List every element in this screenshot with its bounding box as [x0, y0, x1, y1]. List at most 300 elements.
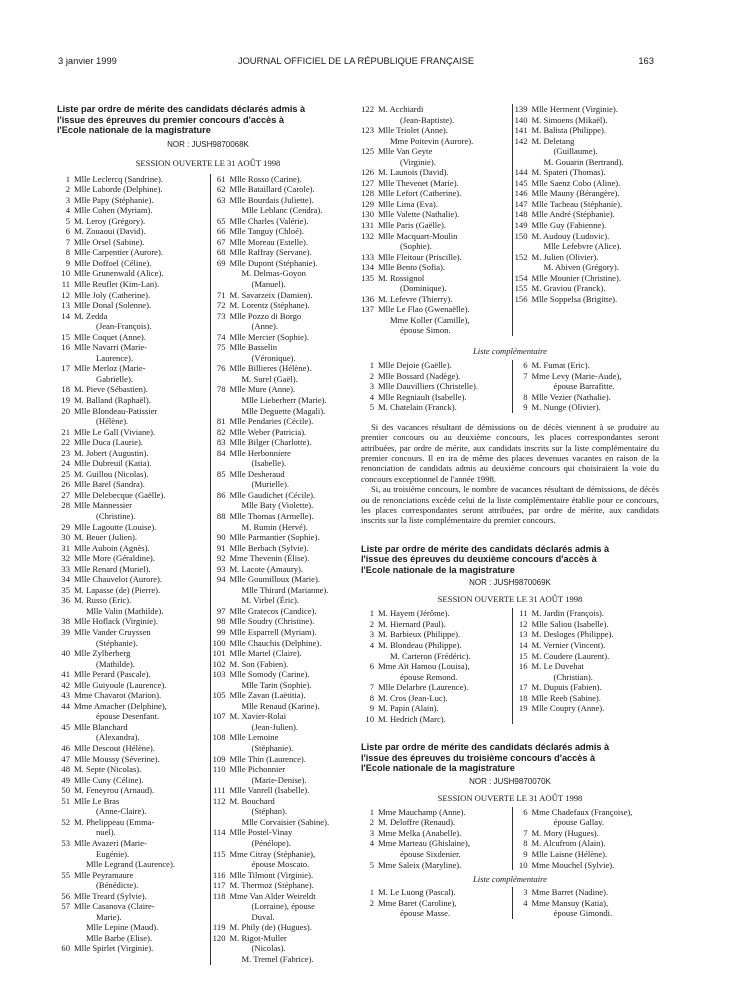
candidate-name: Mlle Soppelsa (Brigitte). — [531, 293, 618, 304]
rank-number: 45 — [61, 721, 70, 732]
rank-number: 56 — [61, 890, 70, 901]
rank-number — [213, 680, 230, 691]
rank-number: 36 — [61, 595, 70, 606]
rank-number: 63 — [216, 194, 226, 205]
rank-number: 6 — [523, 360, 528, 371]
list-entry — [57, 574, 204, 585]
list-entry — [213, 595, 360, 606]
candidate-name: M. Cros (Jean-Luc). — [378, 692, 448, 703]
candidate-name: M. Surel (Gaël). — [241, 373, 298, 384]
rank-number: 150 — [514, 230, 528, 241]
list-entry — [213, 416, 360, 427]
candidate-name: épouse Gallay. — [553, 817, 605, 828]
candidate-name: Mlle Renard (Muriel). — [74, 563, 151, 574]
sec1-col-c — [361, 104, 513, 336]
rank-number: 141 — [514, 125, 528, 136]
list-entry — [213, 701, 360, 712]
list-entry — [57, 490, 204, 501]
candidate-name: M. Abiven (Grégory). — [543, 262, 619, 273]
list-entry — [361, 360, 506, 371]
candidate-name: Mlle Vezier (Nathalie). — [531, 391, 611, 402]
candidate-name: (Stéphanie). — [251, 743, 294, 754]
rank-number: 7 — [523, 370, 528, 381]
rank-number: 132 — [361, 230, 374, 241]
rank-number: 74 — [216, 331, 226, 342]
list-entry — [515, 651, 660, 662]
section1-list-b — [361, 104, 659, 336]
list-entry — [57, 353, 204, 364]
rank-number — [361, 241, 378, 252]
sec3-comp-col-a — [361, 887, 513, 919]
rank-number — [361, 672, 378, 683]
candidate-name: M. Deletang — [531, 135, 575, 146]
candidate-name: Mlle Zylberberg — [74, 648, 131, 659]
candidate-name: M. Hiernard (Paul). — [378, 618, 446, 629]
rank-number: 21 — [61, 426, 70, 437]
list-entry — [57, 374, 204, 385]
rank-number: 85 — [216, 468, 226, 479]
candidate-name: Mlle Coquet (Anne). — [74, 331, 146, 342]
list-entry — [57, 205, 204, 216]
list-entry — [57, 922, 204, 933]
rank-number: 60 — [61, 943, 70, 954]
list-entry — [57, 764, 204, 775]
rank-number: 1 — [65, 173, 70, 184]
rank-number — [57, 912, 74, 923]
candidate-name: Mlle Duca (Laurie). — [74, 437, 143, 448]
list-entry — [361, 315, 506, 326]
list-entry — [361, 104, 506, 115]
rank-number — [213, 743, 230, 754]
rank-number: 131 — [361, 220, 374, 231]
list-entry — [213, 743, 360, 754]
list-entry — [213, 490, 360, 501]
candidate-name: Mlle Valette (Nathalie). — [378, 209, 460, 220]
candidate-name: Mlle Reeb (Sabine). — [531, 692, 601, 703]
list-entry — [57, 806, 204, 817]
rank-number — [57, 859, 74, 870]
candidate-name: épouse Remond. — [400, 671, 458, 682]
rank-number: 10 — [61, 268, 70, 279]
list-entry — [515, 199, 660, 210]
rank-number: 11 — [519, 608, 528, 619]
list-entry — [213, 458, 360, 469]
candidate-name: (Jean-Julien). — [251, 721, 299, 732]
candidate-name: Mlle Charles (Valérie). — [229, 215, 309, 226]
list-entry — [57, 648, 204, 659]
rank-number: 39 — [61, 627, 70, 638]
rank-number: 125 — [361, 146, 374, 157]
rank-number: 19 — [61, 394, 70, 405]
candidate-name: Mme Barret (Nadine). — [531, 887, 609, 898]
rank-number: 8 — [523, 838, 528, 849]
candidate-name: M. Son (Fabien). — [229, 658, 289, 669]
candidate-name: (Hélène). — [96, 416, 129, 427]
list-entry — [515, 146, 660, 157]
list-entry — [515, 273, 660, 284]
rank-number — [57, 849, 74, 860]
rank-number: 128 — [361, 188, 374, 199]
list-entry — [515, 849, 660, 860]
rank-number: 24 — [61, 458, 70, 469]
list-entry — [213, 796, 360, 807]
rank-number: 9 — [523, 849, 528, 860]
list-entry — [213, 500, 360, 511]
list-entry — [213, 279, 360, 290]
candidate-name: Mlle Postel-Vinay — [229, 827, 293, 838]
candidate-name: Mlle Baty (Violette). — [241, 500, 314, 511]
list-entry — [361, 231, 506, 242]
list-entry — [213, 933, 360, 944]
candidate-name: M. Xavier-Rolai — [229, 711, 287, 722]
list-entry — [213, 532, 360, 543]
rank-number: 16 — [61, 342, 70, 353]
candidate-name: M. Jobert (Augustin). — [74, 447, 149, 458]
candidate-name: Mlle Mannessier — [74, 500, 132, 511]
list-entry — [213, 585, 360, 596]
candidate-name: M. Dupuis (Fabien). — [531, 682, 602, 693]
candidate-name: M. Delmas-Goyon — [241, 268, 306, 279]
list-entry — [57, 532, 204, 543]
rank-number — [361, 849, 378, 860]
candidate-name: M. Fumat (Eric). — [531, 360, 590, 371]
list-entry — [361, 371, 506, 382]
candidate-name: Mlle Paris (Gaëlle). — [378, 220, 447, 231]
rank-number — [361, 283, 378, 294]
rank-number: 122 — [361, 104, 374, 114]
list-entry — [213, 511, 360, 522]
candidate-name: Mlle Bataillard (Carole). — [229, 184, 315, 195]
rank-number: 34 — [61, 574, 70, 585]
rank-number: 3 — [65, 194, 70, 205]
candidate-name: Mlle Fleitour (Priscille). — [378, 251, 462, 262]
list-entry — [515, 283, 660, 294]
candidate-name: M. Bouchard — [229, 795, 275, 806]
rank-number: 81 — [216, 416, 226, 427]
list-entry — [57, 711, 204, 722]
candidate-name: Mlle Gaudichet (Cécile). — [229, 489, 316, 500]
rank-number — [515, 157, 532, 168]
list-entry — [57, 553, 204, 564]
rank-number — [57, 933, 74, 944]
candidate-name: épouse Masse. — [400, 908, 451, 919]
rank-number — [515, 672, 532, 683]
list-entry — [213, 374, 360, 385]
rank-number: 103 — [212, 669, 226, 680]
candidate-name: M. Hayem (Jérôme). — [378, 608, 450, 619]
list-entry — [57, 500, 204, 511]
candidate-name: M. Lacote (Amaury). — [229, 563, 303, 574]
list-entry — [515, 817, 660, 828]
list-entry — [57, 817, 204, 828]
candidate-name: Mlle Papy (Stéphanie). — [74, 194, 154, 205]
candidate-name: Mme Baret (Caroline), — [378, 897, 457, 908]
candidate-name: Mlle Mauny (Bérangère). — [531, 188, 620, 199]
rank-number — [57, 806, 74, 817]
list-entry — [361, 828, 506, 839]
list-entry — [213, 363, 360, 374]
rank-number — [213, 353, 230, 364]
list-entry — [213, 342, 360, 353]
list-entry — [361, 199, 506, 210]
list-entry — [57, 690, 204, 701]
list-entry — [57, 849, 204, 860]
list-entry — [213, 300, 360, 311]
candidate-name: Mlle Saliou (Isabelle). — [531, 618, 609, 629]
right-column — [361, 104, 659, 919]
rank-number: 100 — [212, 637, 226, 648]
candidate-name: M. Zedda — [74, 310, 108, 321]
candidate-name: épouse Sixdenier. — [400, 849, 461, 860]
list-entry — [213, 479, 360, 490]
rank-number — [361, 315, 378, 326]
list-entry — [213, 195, 360, 206]
candidate-name: M. Gouarin (Bertrand). — [543, 156, 624, 167]
rank-number — [515, 146, 532, 157]
list-entry — [213, 616, 360, 627]
list-entry — [57, 406, 204, 417]
candidate-name: Mlle Leclercq (Sandrine). — [74, 173, 164, 184]
rank-number: 109 — [212, 753, 226, 764]
list-entry — [361, 273, 506, 284]
candidate-name: Mlle Blondeau-Patissier — [74, 405, 158, 416]
rank-number: 142 — [514, 135, 528, 146]
list-entry — [213, 711, 360, 722]
rank-number — [213, 775, 230, 786]
rank-number: 10 — [365, 713, 374, 724]
section2-nor: NOR : JUSH9870069K — [469, 578, 551, 588]
candidate-name: M. Jardin (François). — [531, 608, 605, 619]
list-entry — [57, 437, 204, 448]
candidate-name: Mlle Valin (Mathilde). — [86, 605, 164, 616]
rank-number: 44 — [61, 700, 70, 711]
list-entry — [213, 659, 360, 670]
list-entry — [213, 226, 360, 237]
candidate-name: Eugénie). — [96, 848, 130, 859]
list-entry — [57, 669, 204, 680]
list-entry — [213, 785, 360, 796]
candidate-name: M. Coudere (Laurent). — [531, 650, 610, 661]
list-entry — [57, 469, 204, 480]
candidate-name: Mlle Soudry (Christine). — [229, 616, 315, 627]
rank-number: 4 — [369, 391, 374, 402]
rank-number — [57, 922, 74, 933]
list-entry — [213, 353, 360, 364]
candidate-name: Mlle Regniault (Isabelle). — [378, 391, 467, 402]
list-entry — [515, 672, 660, 683]
rank-number: 68 — [216, 247, 226, 258]
rank-number: 43 — [61, 690, 70, 701]
candidate-name: Mlle Mure (Anne). — [229, 384, 296, 395]
rank-number — [361, 651, 378, 662]
candidate-name: Mlle Blanchard — [74, 721, 128, 732]
candidate-name: M. Russo (Eric). — [74, 595, 132, 606]
candidate-name: Mlle Moreau (Estelle). — [229, 236, 309, 247]
rank-number: 3 — [369, 381, 374, 392]
candidate-name: Gabrielle). — [96, 373, 133, 384]
candidate-name: (Manuel). — [251, 278, 286, 289]
rank-number: 98 — [216, 616, 226, 627]
list-entry — [57, 268, 204, 279]
list-entry — [515, 402, 660, 413]
rank-number — [213, 943, 230, 954]
list-entry — [57, 785, 204, 796]
section1-comp-title: Liste complémentaire — [473, 346, 547, 357]
rank-number: 6 — [65, 226, 70, 237]
rank-number: 65 — [216, 215, 226, 226]
rank-number: 22 — [61, 437, 70, 448]
candidate-name: Mme Citray (Stéphanie), — [229, 848, 316, 859]
rank-number: 111 — [213, 785, 226, 796]
candidate-name: Mlle Tacheau (Stéphanie). — [531, 198, 623, 209]
list-entry — [361, 849, 506, 860]
candidate-name: M. Simoens (Mikaël). — [531, 114, 608, 125]
candidate-name: M. Spateri (Thomas). — [531, 167, 606, 178]
list-entry — [57, 701, 204, 712]
rank-number: 136 — [361, 293, 374, 304]
candidate-name: (Dominique). — [400, 283, 447, 294]
candidate-name: (Nicolas). — [251, 943, 286, 954]
list-entry — [361, 392, 506, 403]
list-entry — [515, 629, 660, 640]
rank-number — [213, 817, 230, 828]
candidate-name: Mlle Lieberherr (Marie). — [241, 394, 327, 405]
rank-number: 90 — [216, 532, 226, 543]
candidate-name: Mlle Le Gall (Viviane). — [74, 426, 156, 437]
list-entry — [213, 332, 360, 343]
rank-number — [57, 353, 74, 364]
candidate-name: M. Lorentz (Stéphane). — [229, 300, 310, 311]
rank-number: 51 — [61, 795, 70, 806]
rank-number: 5 — [369, 859, 374, 870]
list-entry — [361, 157, 506, 168]
candidate-name: épouse Desenfant. — [96, 711, 159, 722]
list-entry — [361, 325, 506, 336]
candidate-name: Mlle Reuflet (Kim-Lan). — [74, 278, 160, 289]
rank-number: 75 — [216, 342, 226, 353]
section1-comp-list — [361, 360, 659, 413]
list-entry — [515, 392, 660, 403]
rank-number: 135 — [361, 272, 374, 283]
list-entry — [213, 838, 360, 849]
list-entry — [213, 775, 360, 786]
list-entry — [213, 553, 360, 564]
candidate-name: (Jean-Baptiste). — [400, 114, 455, 125]
list-entry — [361, 817, 506, 828]
list-entry — [515, 178, 660, 189]
section2-title: Liste par ordre de mérite des candidats déclarés admis à l'issue des épreuves du deuxième concours d'accès à l'Ecole nationale de la magistrature — [361, 543, 610, 575]
list-entry — [57, 258, 204, 269]
list-entry — [515, 619, 660, 630]
list-entry — [361, 188, 506, 199]
list-entry — [515, 262, 660, 273]
rank-number — [57, 511, 74, 522]
list-entry — [361, 693, 506, 704]
list-entry — [57, 732, 204, 743]
list-entry — [361, 714, 506, 725]
rank-number: 49 — [61, 774, 70, 785]
list-entry — [57, 216, 204, 227]
candidate-name: (Isabelle). — [251, 458, 287, 469]
list-entry — [515, 157, 660, 168]
candidate-name: (Stéphan). — [251, 806, 288, 817]
left-column — [57, 104, 359, 965]
candidate-name: Mlle Mercier (Sophie). — [229, 331, 309, 342]
list-entry — [213, 827, 360, 838]
candidate-name: (Christine). — [96, 511, 136, 521]
rank-number — [213, 500, 230, 511]
rank-number: 23 — [61, 447, 70, 458]
list-entry — [361, 860, 506, 871]
candidate-name: Mlle Gratecos (Candice). — [229, 605, 317, 616]
rank-number: 133 — [361, 251, 374, 262]
rank-number: 16 — [518, 661, 528, 672]
list-entry — [361, 703, 506, 714]
rank-number: 14 — [61, 310, 70, 321]
list-entry — [213, 522, 360, 533]
candidate-name: Mlle Herbonniere — [229, 447, 291, 458]
header-date: 3 janvier 1999 — [58, 55, 117, 66]
section3-list — [361, 807, 659, 870]
rank-number: 134 — [361, 262, 374, 273]
candidate-name: Laurence). — [96, 352, 133, 363]
candidate-name: Mlle Lima (Eva). — [378, 198, 438, 209]
list-entry — [213, 437, 360, 448]
candidate-name: M. Papin (Alain). — [378, 703, 439, 714]
rank-number — [57, 827, 74, 838]
sec1-comp-col-b — [513, 360, 660, 413]
list-entry — [57, 754, 204, 765]
rank-number: 15 — [518, 650, 528, 661]
candidate-name: M. Chatelain (Franck). — [378, 402, 457, 413]
rank-number — [57, 880, 74, 891]
rank-number — [213, 806, 230, 817]
rank-number — [213, 859, 230, 870]
candidate-name: M. Lefevre (Thierry). — [378, 293, 453, 304]
candidate-name: épouse Moscato. — [251, 859, 310, 870]
rank-number — [361, 325, 378, 336]
rank-number: 147 — [514, 198, 528, 209]
rank-number: 13 — [518, 629, 528, 640]
rank-number — [213, 522, 230, 533]
rank-number: 32 — [61, 553, 70, 564]
rank-number: 72 — [216, 300, 226, 311]
list-entry — [57, 543, 204, 554]
list-entry — [57, 195, 204, 206]
candidate-name: M. Launois (David). — [378, 167, 449, 178]
list-entry — [57, 827, 204, 838]
candidate-name: Mme Saleix (Maryline). — [378, 859, 462, 870]
list-entry — [57, 680, 204, 691]
candidate-name: Mlle Lefort (Catherine). — [378, 188, 462, 199]
rank-number: 5 — [369, 402, 374, 413]
candidate-name: Mlle Vanrell (Isabelle). — [229, 785, 310, 796]
sec3-col-b — [513, 807, 660, 870]
list-entry — [361, 381, 506, 392]
list-entry — [57, 943, 204, 954]
rank-number: 120 — [212, 932, 226, 943]
list-entry — [361, 115, 506, 126]
list-entry — [515, 640, 660, 651]
list-entry — [213, 954, 360, 965]
candidate-name: Mlle Barel (Sandra). — [74, 479, 145, 490]
rank-number — [57, 374, 74, 385]
rank-number: 10 — [518, 859, 528, 870]
candidate-name: Mme Chadefaux (Françoise), — [531, 806, 633, 817]
candidate-name: (Jean-François). — [96, 321, 152, 332]
rank-number — [213, 701, 230, 712]
list-entry — [515, 838, 660, 849]
